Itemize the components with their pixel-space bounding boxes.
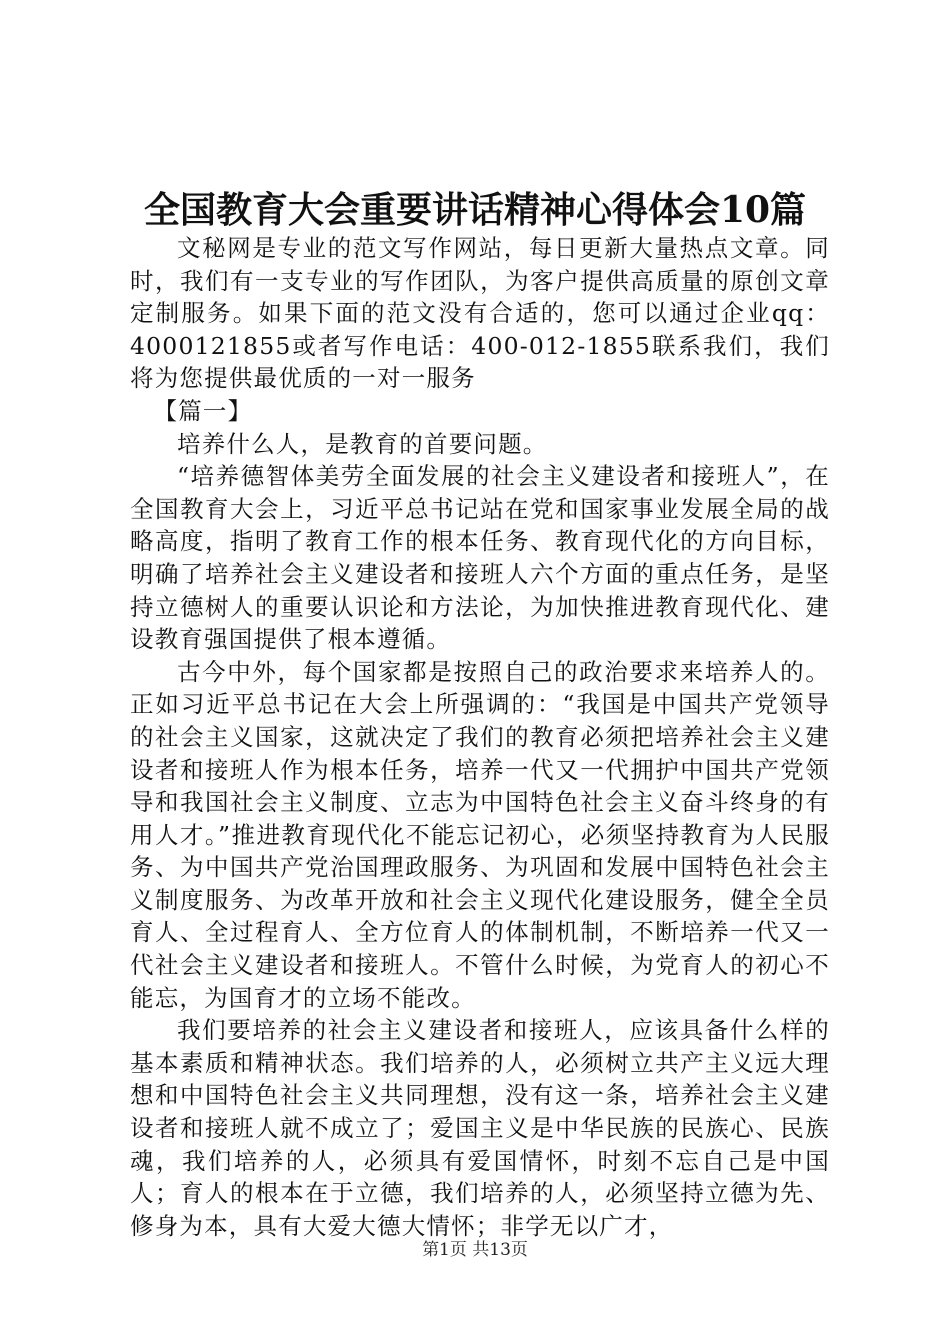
page-footer: 第1页 共13页 <box>422 1240 528 1260</box>
document-title: 全国教育大会重要讲话精神心得体会10篇 <box>143 189 807 231</box>
section-heading: 【篇一】 <box>153 396 253 425</box>
body-paragraph: 培养什么人，是教育的首要问题。 <box>177 429 548 458</box>
document-body <box>130 232 830 1242</box>
intro-paragraph: 文秘网是专业的范文写作网站，每日更新大量热点文章。同时，我们有一支专业的写作团队，为客户提供高质量的原创文章定制服务。如果下面的范文没有合适的，您可以通过企业qq：4000121855或者写作电话：400-012-1855联系我们，我们将为您提供最优质的一对一服务 <box>130 234 830 393</box>
body-paragraph: 我们要培养的社会主义建设者和接班人，应该具备什么样的基本素质和精神状态。我们培养的人，必须树立共产主义远大理想和中国特色社会主义共同理想，没有这一条，培养社会主义建设者和接班人就不成立了；爱国主义是中华民族的民族心、民族魂，我们培养的人，必须具有爱国情怀，时刻不忘自己是中国人；育人的根本在于立德，我们培养的人，必须坚持立德为先、修身为本，具有大爱大德大情怀；非学无以广才， <box>130 1016 830 1240</box>
body-paragraph: “培养德智体美劳全面发展的社会主义建设者和接班人”，在全国教育大会上，习近平总书记站在党和国家事业发展全局的战略高度，指明了教育工作的根本任务、教育现代化的方向目标，明确了培养社会主义建设者和接班人六个方面的重点任务，是坚持立德树人的重要认识论和方法论，为加快推进教育现代化、建设教育强国提供了根本遵循。 <box>130 462 830 654</box>
body-paragraph: 古今中外，每个国家都是按照自己的政治要求来培养人的。正如习近平总书记在大会上所强调的：“我国是中国共产党领导的社会主义国家，这就决定了我们的教育必须把培养社会主义建设者和接班人作为根本任务，培养一代又一代拥护中国共产党领导和我国社会主义制度、立志为中国特色社会主义奋斗终身的有用人才。”推进教育现代化不能忘记初心，必须坚持教育为人民服务、为中国共产党治国理政服务、为巩固和发展中国特色社会主义制度服务、为改革开放和社会主义现代化建设服务，健全全员育人、全过程育人、全方位育人的体制机制，不断培养一代又一代社会主义建设者和接班人。不管什么时候，为党育人的初心不能忘，为国育才的立场不能改。 <box>130 657 830 1012</box>
